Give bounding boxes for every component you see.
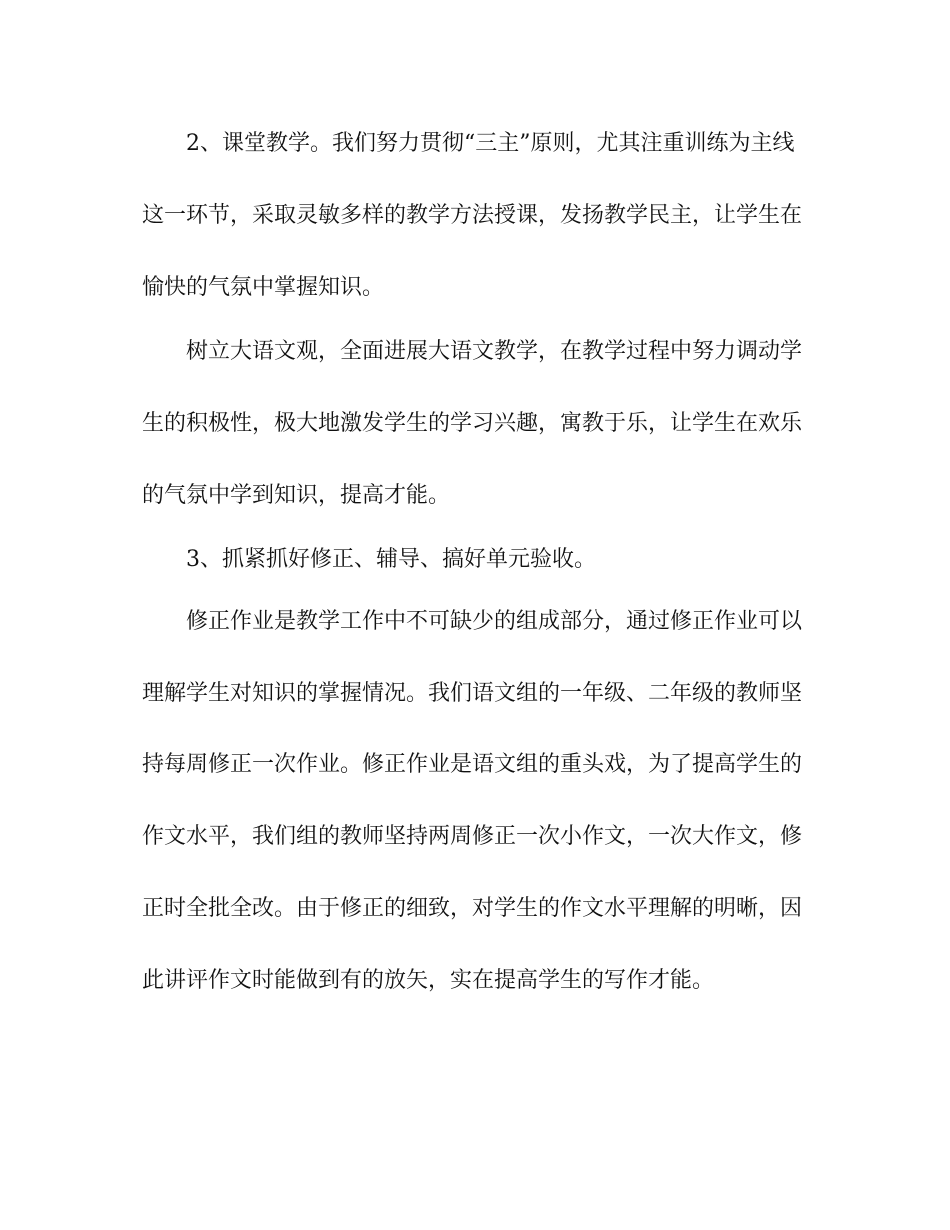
paragraph-correction-line-4: 作文水平，我们组的教师坚持两周修正一次小作文，一次大作文，修 — [142, 824, 803, 849]
paragraph-chinese-view-line-2: 生的积极性，极大地激发学生的学习兴趣，寓教于乐，让学生在欢乐 — [142, 411, 803, 436]
paragraph-correction-line-5: 正时全批全改。由于修正的细致，对学生的作文水平理解的明晰，因 — [142, 896, 803, 921]
paragraph-chinese-view-line-1: 树立大语文观，全面进展大语文教学，在教学过程中努力调动学 — [186, 339, 803, 364]
paragraph-correction-line-2: 理解学生对知识的掌握情况。我们语文组的一年级、二年级的教师坚 — [142, 681, 803, 706]
paragraph-correction-line-1: 修正作业是教学工作中不可缺少的组成部分，通过修正作业可以 — [186, 609, 803, 634]
section-heading-correction: 3、抓紧抓好修正、辅导、搞好单元验收。 — [186, 547, 596, 572]
paragraph-classroom-teaching-line-1: 2、课堂教学。我们努力贯彻“三主”原则，尤其注重训练为主线 — [186, 131, 795, 156]
paragraph-classroom-teaching-line-3: 愉快的气氛中掌握知识。 — [142, 275, 385, 300]
paragraph-correction-line-3: 持每周修正一次作业。修正作业是语文组的重头戏，为了提高学生的 — [142, 752, 803, 777]
paragraph-chinese-view-line-3: 的气氛中学到知识，提高才能。 — [142, 483, 451, 508]
paragraph-correction-line-6: 此讲评作文时能做到有的放矢，实在提高学生的写作才能。 — [142, 968, 715, 993]
paragraph-classroom-teaching-line-2: 这一环节，采取灵敏多样的教学方法授课，发扬教学民主，让学生在 — [142, 203, 803, 228]
